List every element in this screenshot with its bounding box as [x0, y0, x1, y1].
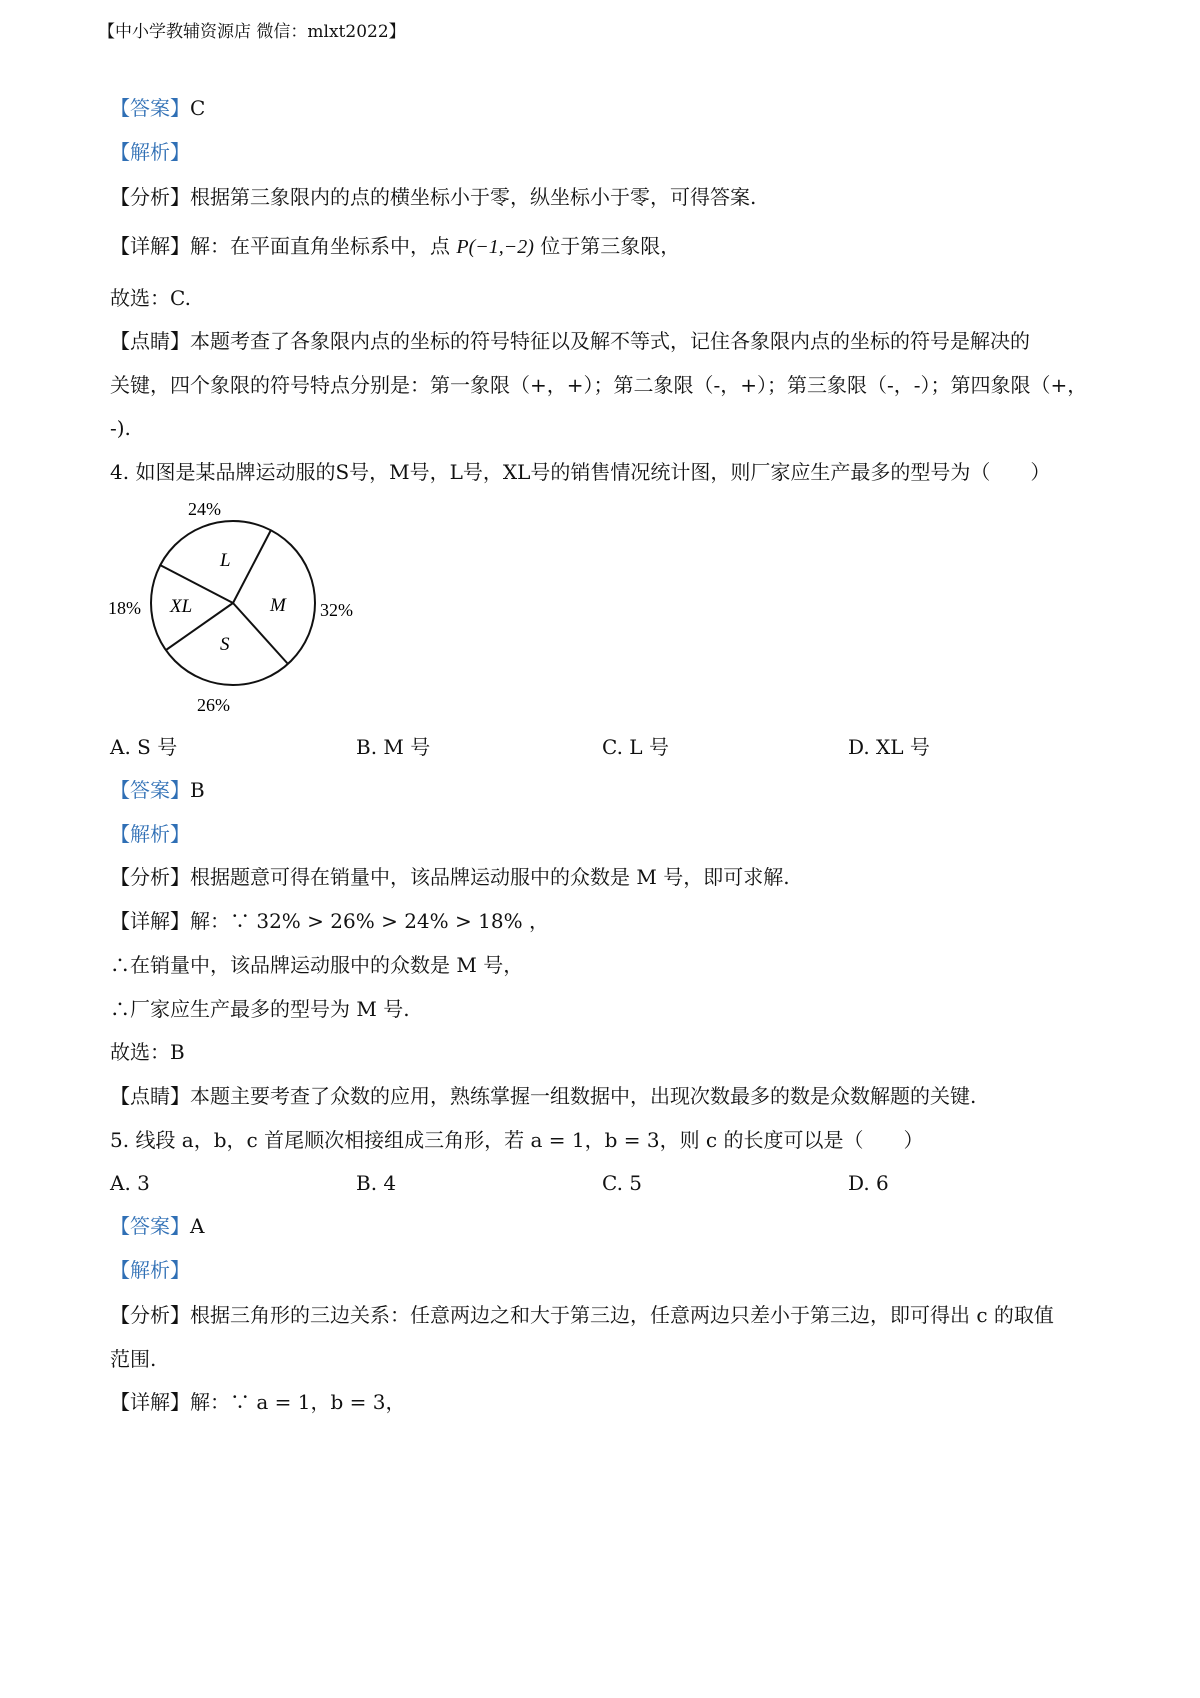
q4-analysis-tag: 【解析】: [110, 822, 190, 846]
q3-detail-suffix: 位于第三象限，: [540, 234, 681, 258]
fenxi-tag: 【分析】: [110, 1303, 190, 1327]
q4-stem: 如图是某品牌运动服的S号，M号，L号，XL号的销售情况统计图，则厂家应生产最多的型号为（ ）: [135, 460, 1051, 484]
q4-answer: B: [190, 778, 205, 802]
q3-answer: C: [190, 96, 206, 120]
fenxi-tag: 【分析】: [110, 865, 190, 889]
q4-detail: 解：∵ 32% > 26% > 24% > 18% ，: [190, 909, 549, 933]
q3-comment-line2: 关键，四个象限的符号特点分别是：第一象限（+，+）；第二象限（-，+）；第三象限（-，-）；第四象限（+，: [110, 373, 1088, 397]
q5-stem: 线段 a，b，c 首尾顺次相接组成三角形，若 a = 1，b = 3，则 c 的长度可以是（ ）: [135, 1128, 924, 1152]
q5-option-c[interactable]: C. 5: [602, 1171, 643, 1195]
q4-therefore-1: ∴在销量中，该品牌运动服中的众数是 M 号，: [110, 953, 524, 977]
q5-option-b[interactable]: B. 4: [356, 1171, 397, 1195]
q4-comment: 本题主要考查了众数的应用，熟练掌握一组数据中，出现次数最多的数是众数解题的关键.: [190, 1084, 977, 1108]
q5-number: 5.: [110, 1128, 130, 1152]
q3-point: P(−1,−2): [456, 236, 534, 258]
q5-option-d[interactable]: D. 6: [848, 1171, 889, 1195]
q4-fenxi-line: [110, 863, 790, 891]
q4-number: 4.: [110, 460, 130, 484]
q3-comment-line1: [110, 327, 1030, 355]
q4-therefore-2: ∴厂家应生产最多的型号为 M 号.: [110, 997, 410, 1021]
q4-choose: 故选：B: [110, 1040, 185, 1064]
q3-comment-line3: -).: [110, 416, 131, 440]
q4-detail-line: [110, 907, 549, 935]
q5-detail-line: [110, 1388, 405, 1416]
pie-percent-S: 26%: [197, 695, 230, 715]
q4-fenxi: 根据题意可得在销量中，该品牌运动服中的众数是 M 号，即可求解.: [190, 865, 790, 889]
q5-answer-line: [110, 1212, 204, 1240]
q4-option-a[interactable]: A. S 号: [110, 735, 178, 759]
q4-pie-chart: [100, 490, 380, 720]
comment-tag: 【点睛】: [110, 329, 190, 353]
q3-answer-line: [110, 94, 205, 122]
detail-tag: 【详解】: [110, 909, 190, 933]
q4-comment-line: [110, 1082, 976, 1110]
detail-tag: 【详解】: [110, 234, 190, 258]
q5-answer: A: [190, 1214, 205, 1238]
q3-fenxi: 根据第三象限内的点的横坐标小于零，纵坐标小于零，可得答案.: [190, 185, 757, 209]
q4-option-c[interactable]: C. L 号: [602, 735, 669, 759]
q5-detail: 解：∵ a = 1，b = 3，: [190, 1390, 406, 1414]
pie-label-M: M: [270, 595, 286, 616]
q3-comment-1: 本题考查了各象限内点的坐标的符号特征以及解不等式，记住各象限内点的坐标的符号是解决的: [190, 329, 1030, 353]
q3-detail-line: [110, 232, 680, 261]
pie-percent-XL: 18%: [108, 598, 141, 618]
q4-option-d[interactable]: D. XL 号: [848, 735, 930, 759]
q4-answer-line: [110, 776, 205, 804]
pie-percent-M: 32%: [320, 600, 353, 620]
answer-tag: 【答案】: [110, 778, 190, 802]
q4-stem-line: [110, 458, 1050, 486]
detail-tag: 【详解】: [110, 1390, 190, 1414]
divider-l-m: [233, 530, 271, 603]
answer-tag: 【答案】: [110, 1214, 190, 1238]
q3-fenxi-line: [110, 183, 756, 211]
pie-percent-L: 24%: [188, 499, 221, 519]
q5-fenxi-line2: 范围.: [110, 1347, 157, 1371]
pie-label-L: L: [220, 550, 231, 571]
q5-fenxi-line1: [110, 1301, 1054, 1329]
q3-detail-prefix: 解：在平面直角坐标系中，点: [190, 234, 450, 258]
q4-option-b[interactable]: B. M 号: [356, 735, 431, 759]
fenxi-tag: 【分析】: [110, 185, 190, 209]
pie-label-S: S: [220, 634, 230, 655]
answer-tag: 【答案】: [110, 96, 190, 120]
q5-stem-line: [110, 1126, 924, 1154]
q3-analysis-tag: 【解析】: [110, 140, 190, 164]
page-header: 【中小学教辅资源店 微信：mlxt2022】: [98, 22, 406, 42]
pie-label-XL: XL: [170, 596, 193, 617]
q5-option-a[interactable]: A. 3: [110, 1171, 150, 1195]
q3-choose: 故选：C.: [110, 286, 191, 310]
q5-analysis-tag: 【解析】: [110, 1258, 190, 1282]
q5-fenxi-1: 根据三角形的三边关系：任意两边之和大于第三边，任意两边只差小于第三边，即可得出 c 的取值: [190, 1303, 1054, 1327]
comment-tag: 【点睛】: [110, 1084, 190, 1108]
